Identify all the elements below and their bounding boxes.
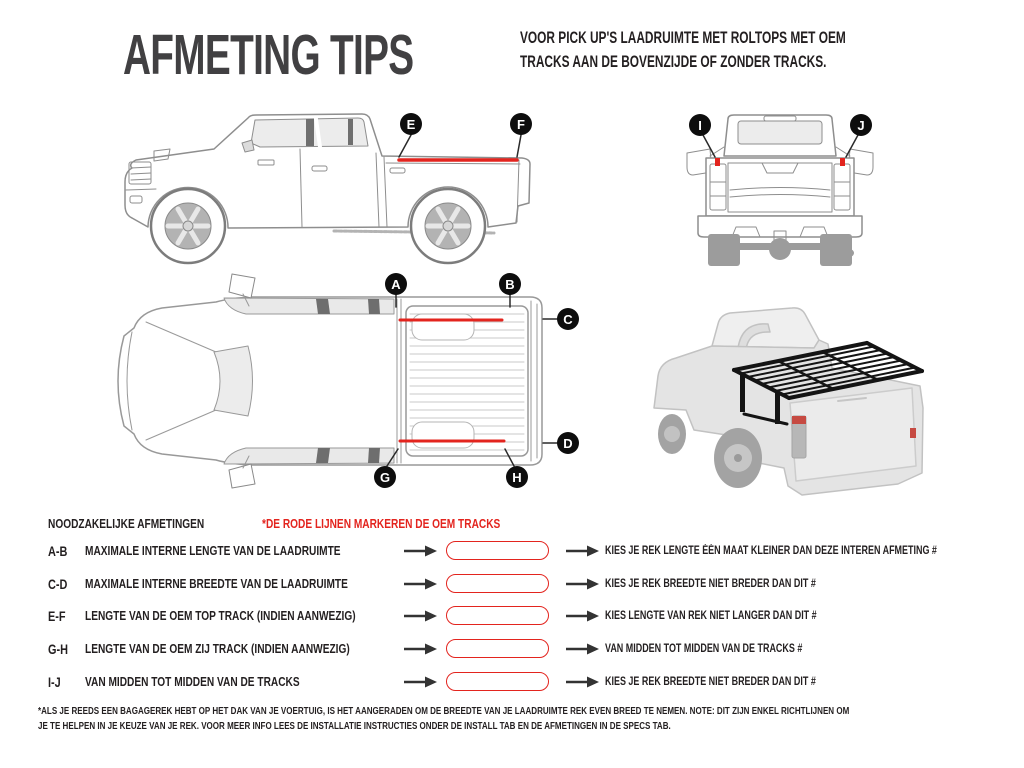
row-code: I-J [48, 674, 61, 690]
marker-e: E [400, 113, 422, 135]
marker-h: H [506, 466, 528, 488]
row-label: LENGTE VAN DE OEM TOP TRACK (INDIEN AANWEZIG) [85, 608, 356, 623]
measurement-row-ab [0, 540, 1024, 562]
arrow-right-icon [403, 643, 437, 655]
row-result: VAN MIDDEN TOT MIDDEN VAN DE TRACKS # [605, 643, 803, 655]
arrow-right-icon [565, 610, 599, 622]
row-label: MAXIMALE INTERNE LENGTE VAN DE LAADRUIMTE [85, 543, 341, 558]
section-heading: NOODZAKELIJKE AFMETINGEN [48, 516, 205, 531]
measurement-input-field[interactable] [446, 639, 549, 658]
marker-c: C [557, 308, 579, 330]
arrow-right-icon [403, 676, 437, 688]
arrow-right-icon [565, 545, 599, 557]
row-code: E-F [48, 608, 66, 624]
row-result: KIES JE REK BREEDTE NIET BREDER DAN DIT # [605, 578, 816, 590]
page-title [123, 22, 550, 88]
row-result: KIES JE REK BREEDTE NIET BREDER DAN DIT # [605, 676, 816, 688]
measurement-row-ef [0, 605, 1024, 627]
measurement-input-field[interactable] [446, 606, 549, 625]
row-code: G-H [48, 641, 69, 657]
arrow-right-icon [403, 610, 437, 622]
marker-i: I [689, 114, 711, 136]
row-code: A-B [48, 543, 68, 559]
footnote-line-2: JE TE HELPEN IN JE KEUZE VAN JE REK. VOOR MEER INFO LEES DE INSTALLATIE INSTRUCTIES ONDER DE INSTALL TAB EN DE AFMETINGEN IN DE SPECS TAB. [38, 721, 671, 732]
marker-a: A [385, 273, 407, 295]
arrow-right-icon [565, 643, 599, 655]
measurement-input-field[interactable] [446, 541, 549, 560]
row-label: LENGTE VAN DE OEM ZIJ TRACK (INDIEN AANWEZIG) [85, 641, 350, 656]
row-label: MAXIMALE INTERNE BREEDTE VAN DE LAADRUIMTE [85, 576, 348, 591]
figure-side-view-truck [102, 106, 542, 266]
page-title-text: AFMETING TIPS [123, 23, 414, 87]
footnote-line-1: *ALS JE REEDS EEN BAGAGEREK HEBT OP HET DAK VAN JE VOERTUIG, IS HET AANGERADEN OM DE BREEDTE VAN JE LAADRUIMTE REK EVEN BREED TE NEMEN. NOTE: DIT ZIJN ENKEL RICHTLIJNEN OM [38, 706, 850, 717]
measurements-section-header [48, 516, 567, 531]
marker-d: D [557, 432, 579, 454]
measurement-input-field[interactable] [446, 672, 549, 691]
oem-track-mark-i [715, 158, 720, 166]
footnote [38, 704, 1024, 734]
figure-truck-with-rack [642, 288, 982, 503]
measurement-input-field[interactable] [446, 574, 549, 593]
arrow-right-icon [403, 545, 437, 557]
figure-top-view-truck [110, 268, 590, 493]
marker-f: F [510, 113, 532, 135]
arrow-right-icon [565, 676, 599, 688]
marker-j: J [850, 114, 872, 136]
marker-b: B [499, 273, 521, 295]
oem-track-mark-j [840, 158, 845, 166]
measurement-row-ij [0, 671, 1024, 693]
page-subtitle [520, 26, 973, 74]
row-result: KIES JE REK LENGTE ÉÉN MAAT KLEINER DAN DEZE INTEREN AFMETING # [605, 545, 937, 557]
row-code: C-D [48, 576, 68, 592]
oem-tracks-note: *DE RODE LIJNEN MARKEREN DE OEM TRACKS [261, 516, 501, 531]
marker-g: G [374, 466, 396, 488]
subtitle-line-2: TRACKS AAN DE BOVENZIJDE OF ZONDER TRACKS. [520, 53, 827, 71]
subtitle-line-1: VOOR PICK UP'S LAADRUIMTE MET ROLTOPS MET OEM [520, 29, 846, 47]
arrow-right-icon [565, 578, 599, 590]
row-result: KIES LENGTE VAN REK NIET LANGER DAN DIT # [605, 610, 817, 622]
row-label: VAN MIDDEN TOT MIDDEN VAN DE TRACKS [85, 674, 300, 689]
arrow-right-icon [403, 578, 437, 590]
measurement-row-cd [0, 573, 1024, 595]
measurement-row-gh [0, 638, 1024, 660]
